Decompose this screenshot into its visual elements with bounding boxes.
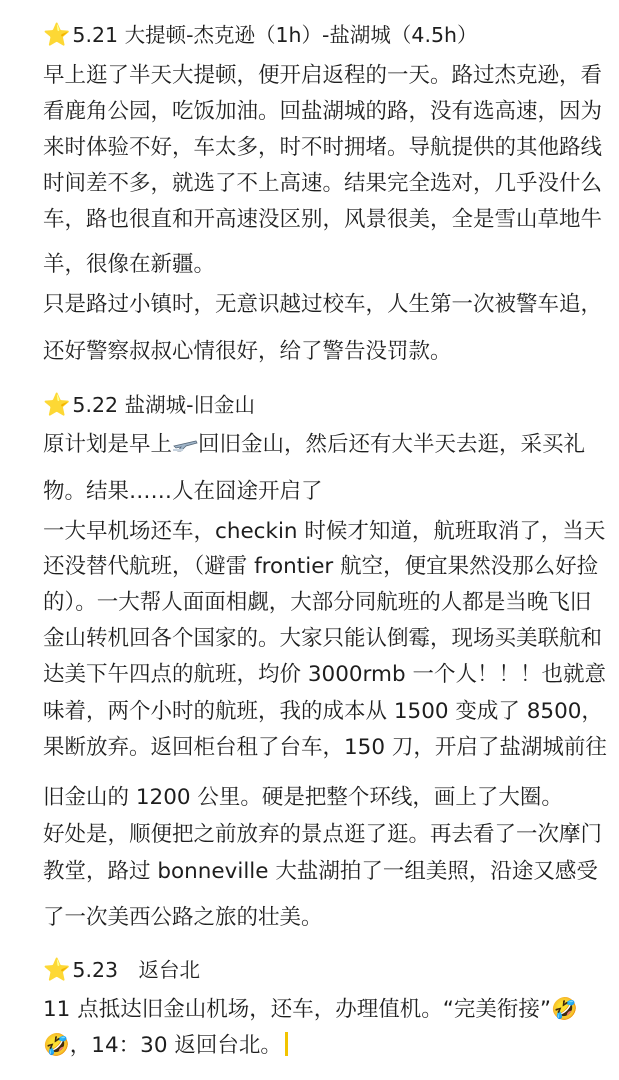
paragraph-line: 看鹿角公园，吃饭加油。回盐湖城的路，没有选高速，因为 bbox=[43, 99, 603, 124]
rolling-laughing-icon: 🤣 bbox=[43, 1033, 70, 1058]
paragraph-line: 了一次美西公路之旅的壮美。 bbox=[43, 905, 323, 930]
paragraph-line: 早上逛了半天大提顿，便开启返程的一天。路过杰克逊，看 bbox=[43, 63, 603, 88]
text-segment: 回旧金山，然后还有大半天去逛，采买礼 bbox=[198, 432, 586, 457]
heading-text: 5.21 大提顿-杰克逊（1h）-盐湖城（4.5h） bbox=[72, 23, 478, 47]
paragraph-line: 只是路过小镇时，无意识越过校车，人生第一次被警车追， bbox=[43, 292, 603, 317]
paragraph-line: 达美下午四点的航班，均价 3000rmb 一个人！！！也就意 bbox=[43, 662, 606, 687]
paragraph-line bbox=[43, 995, 578, 1025]
paragraph-line: 味着，两个小时的航班，我的成本从 1500 变成了 8500， bbox=[43, 699, 603, 724]
heading-text: 5.22 盐湖城-旧金山 bbox=[72, 393, 255, 417]
paragraph-line: 车，路也很直和开高速没区别，风景很美，全是雪山草地牛 bbox=[43, 207, 603, 232]
paragraph-line: 来时体验不好，车太多，时不时拥堵。导航提供的其他路线 bbox=[43, 135, 603, 160]
heading-text: 5.23 返台北 bbox=[72, 958, 201, 982]
star-icon: ⭐ bbox=[43, 393, 71, 418]
section-heading-5-22 bbox=[43, 390, 255, 420]
paragraph-line: 旧金山的 1200 公里。硬是把整个环线，画上了大圈。 bbox=[43, 785, 563, 810]
paragraph-line: 还好警察叔叔心情很好，给了警告没罚款。 bbox=[43, 339, 452, 364]
paragraph-line bbox=[43, 1031, 288, 1061]
paragraph-line bbox=[43, 430, 585, 460]
text-segment: 11 点抵达旧金山机场，还车，办理值机。“完美衔接” bbox=[43, 997, 551, 1022]
paragraph-line: 教堂，路过 bonneville 大盐湖拍了一组美照，沿途又感受 bbox=[43, 859, 598, 884]
paragraph-line: 物。结果……人在囧途开启了 bbox=[43, 479, 323, 504]
paragraph-line: 好处是，顺便把之前放弃的景点逛了逛。再去看了一次摩门 bbox=[43, 822, 603, 847]
paragraph-line: 的）。一大帮人面面相觑，大部分同航班的人都是当晚飞旧 bbox=[43, 590, 592, 615]
rolling-laughing-icon: 🤣 bbox=[550, 997, 578, 1022]
paragraph-line: 果断放弃。返回柜台租了台车，150 刀，开启了盐湖城前往 bbox=[43, 735, 607, 760]
star-icon: ⭐ bbox=[43, 23, 71, 48]
paragraph-line: 金山转机回各个国家的。大家只能认倒霉，现场买美联航和 bbox=[43, 626, 603, 651]
paragraph-line: 时间差不多，就选了不上高速。结果完全选对，几乎没什么 bbox=[43, 171, 603, 196]
airplane-icon bbox=[172, 435, 198, 453]
paragraph-line: 还没替代航班，（避雷 frontier 航空，便宜果然没那么好捡 bbox=[43, 554, 599, 579]
star-icon: ⭐ bbox=[43, 958, 71, 983]
text-segment: ，14：30 返回台北。 bbox=[69, 1033, 282, 1058]
section-heading-5-21 bbox=[43, 20, 478, 50]
section-heading-5-23 bbox=[43, 955, 200, 985]
text-cursor bbox=[285, 1032, 288, 1056]
paragraph-line: 羊，很像在新疆。 bbox=[43, 252, 216, 277]
text-segment: 原计划是早上 bbox=[43, 432, 173, 457]
paragraph-line: 一大早机场还车，checkin 时候才知道，航班取消了，当天 bbox=[43, 519, 606, 544]
